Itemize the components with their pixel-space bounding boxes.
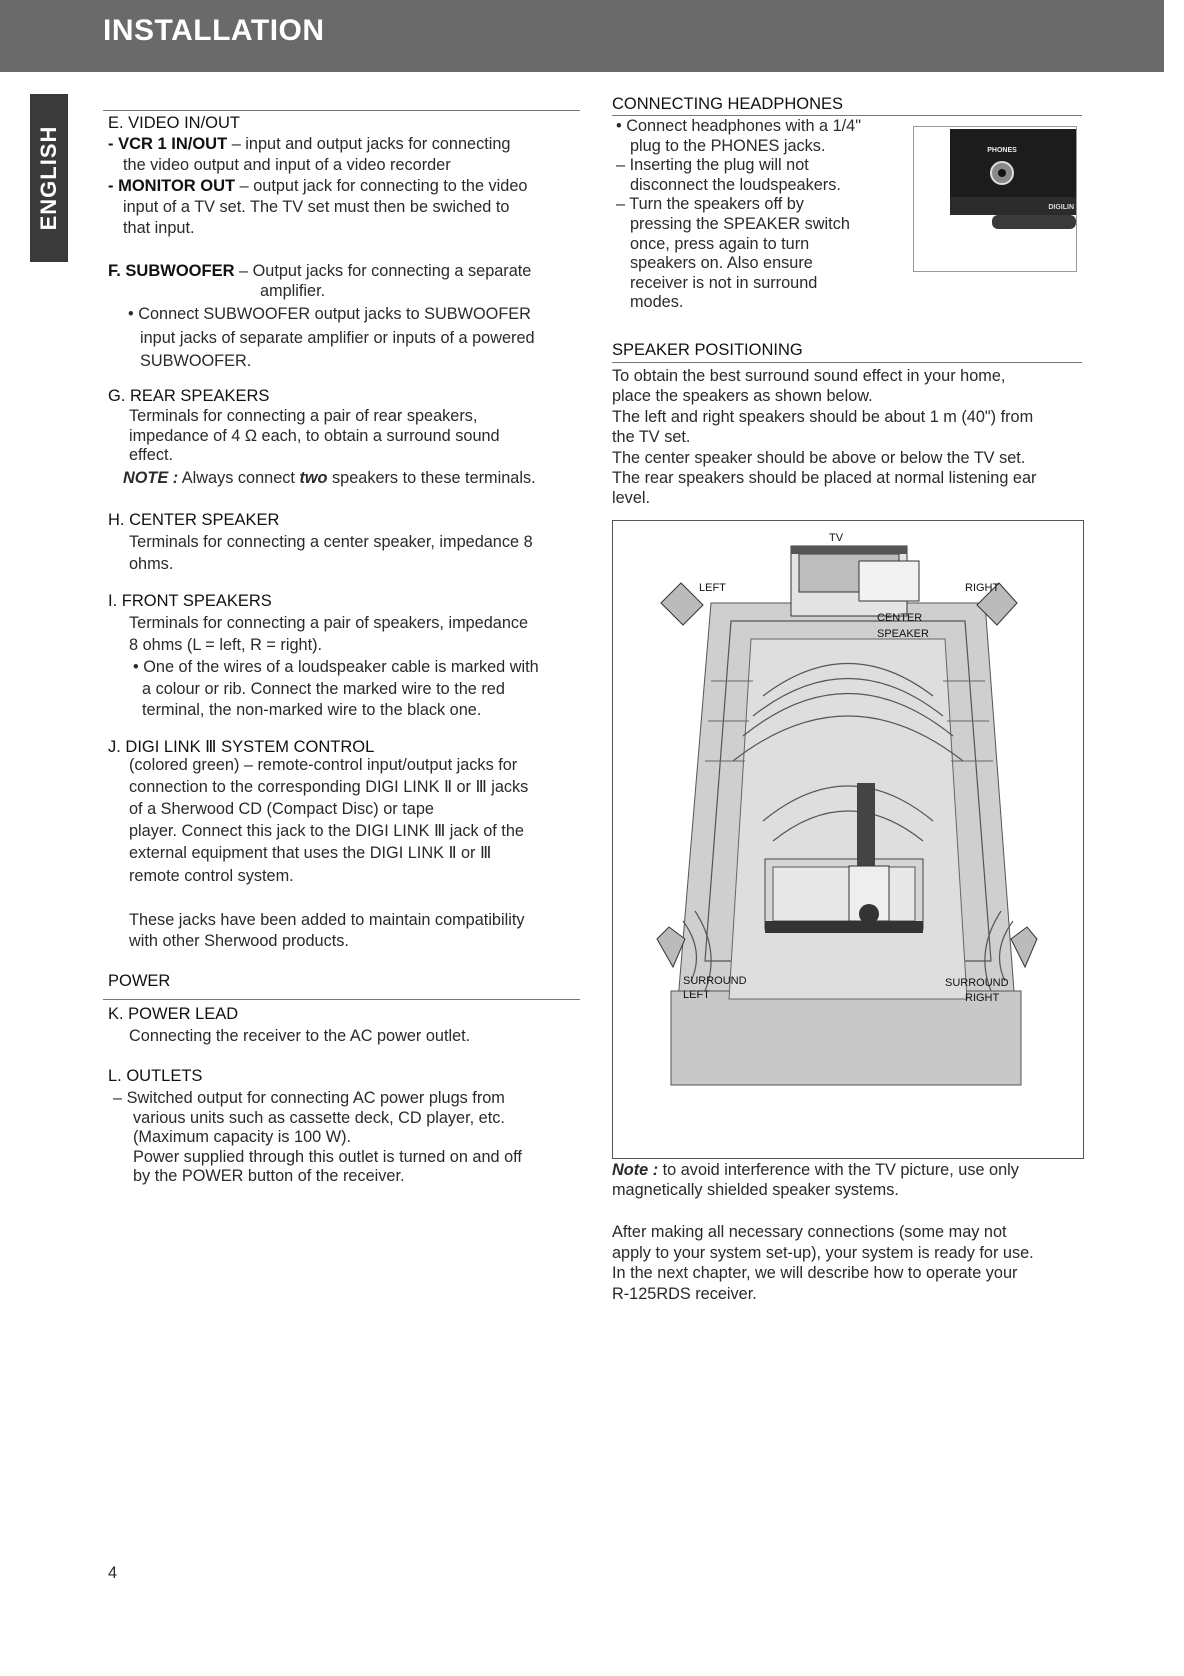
- phones-panel-graphic: [914, 127, 1076, 271]
- headphones-line: plug to the PHONES jacks.: [630, 136, 826, 155]
- monitor-text: – output jack for connecting to the video: [235, 177, 528, 195]
- positioning-heading: SPEAKER POSITIONING: [612, 341, 803, 359]
- section-l-line1: – Switched output for connecting AC power plugs from: [113, 1089, 505, 1107]
- section-g-heading: G. REAR SPEAKERS: [108, 387, 270, 405]
- headphones-line: disconnect the loudspeakers.: [630, 175, 841, 194]
- section-k-heading: K. POWER LEAD: [108, 1005, 239, 1023]
- section-f-line2: amplifier.: [260, 282, 326, 300]
- section-j-line5: external equipment that uses the DIGI LINK Ⅱ or Ⅲ: [129, 844, 492, 862]
- section-j-line6: remote control system.: [129, 867, 294, 885]
- positioning-rule: [612, 362, 1082, 363]
- section-power-rule: [103, 999, 580, 1000]
- section-l-line3: (Maximum capacity is 100 W).: [133, 1128, 352, 1146]
- section-e-monitor-line3: that input.: [123, 219, 195, 237]
- section-h-heading: H. CENTER SPEAKER: [108, 511, 280, 529]
- interference-note-line1: [612, 1160, 1019, 1180]
- closing-line: After making all necessary connections (some may not: [612, 1223, 1007, 1241]
- speaker-diagram-frame: [612, 520, 1084, 1159]
- section-e-vcr-line2: the video output and input of a video recorder: [123, 156, 451, 174]
- vcr-text: – input and output jacks for connecting: [227, 135, 511, 153]
- headphones-line: speakers on. Also ensure: [630, 254, 813, 273]
- positioning-line: The left and right speakers should be about 1 m (40") from: [612, 407, 1034, 426]
- section-j-line2: connection to the corresponding DIGI LINK Ⅱ or Ⅲ jacks: [129, 778, 529, 796]
- section-i-bullet1: • One of the wires of a loudspeaker cable is marked with: [133, 658, 539, 676]
- section-k-line1: Connecting the receiver to the AC power outlet.: [129, 1027, 471, 1045]
- section-g-note: [123, 468, 536, 488]
- note-emphasis: two: [299, 469, 328, 487]
- section-l-line4: Power supplied through this outlet is turned on and off: [133, 1148, 522, 1166]
- section-g-line3: effect.: [129, 446, 174, 464]
- section-e-rule: [103, 110, 580, 111]
- positioning-line: place the speakers as shown below.: [612, 387, 873, 406]
- section-i-heading: I. FRONT SPEAKERS: [108, 592, 272, 610]
- section-j-line4: player. Connect this jack to the DIGI LINK Ⅲ jack of the: [129, 822, 524, 840]
- section-e-monitor-line2: input of a TV set. The TV set must then be swiched to: [123, 198, 510, 216]
- label-tv: TV: [829, 532, 844, 544]
- label-center-2: SPEAKER: [877, 628, 929, 640]
- section-e-heading: E. VIDEO IN/OUT: [108, 114, 241, 132]
- headphones-line: – Inserting the plug will not: [616, 156, 809, 175]
- headphones-line: • Connect headphones with a 1/4": [616, 117, 862, 135]
- section-f-bullet3: SUBWOOFER.: [140, 352, 252, 370]
- section-f-line1: [108, 261, 531, 281]
- interference-note-label: Note :: [612, 1161, 659, 1179]
- label-left: LEFT: [699, 582, 726, 594]
- closing-paragraph: [612, 1222, 1034, 1304]
- interference-note-line2: magnetically shielded speaker systems.: [612, 1181, 899, 1199]
- headphones-line: receiver is not in surround: [630, 273, 818, 292]
- panel-brand-text: DIGILIN: [1048, 204, 1074, 211]
- label-center-1: CENTER: [877, 612, 923, 624]
- closing-line: apply to your system set-up), your system is ready for use.: [612, 1243, 1034, 1262]
- label-surround-left-1: SURROUND: [683, 975, 747, 987]
- section-j-line3: of a Sherwood CD (Compact Disc) or tape: [129, 800, 434, 818]
- section-l-line2: various units such as cassette deck, CD player, etc.: [133, 1109, 505, 1127]
- positioning-line: The center speaker should be above or below the TV set.: [612, 448, 1026, 467]
- section-g-line2: impedance of 4 Ω each, to obtain a surround sound: [129, 427, 500, 445]
- positioning-text: [612, 366, 1036, 509]
- closing-line: R-125RDS receiver.: [612, 1284, 757, 1303]
- section-j-line1: (colored green) – remote-control input/output jacks for: [129, 756, 518, 774]
- headphones-heading: CONNECTING HEADPHONES: [612, 95, 844, 113]
- phones-panel-label: PHONES: [987, 147, 1017, 154]
- language-tab: [30, 94, 68, 262]
- section-j-compat-line2: with other Sherwood products.: [129, 932, 349, 950]
- label-surround-left-2: LEFT: [683, 989, 710, 1001]
- headphones-rule: [612, 115, 1082, 116]
- page-number: 4: [108, 1564, 118, 1582]
- section-e-monitor-line: [108, 176, 527, 196]
- label-surround-right-2: RIGHT: [965, 992, 1000, 1004]
- subwoofer-term: F. SUBWOOFER: [108, 262, 235, 280]
- page-title: INSTALLATION: [103, 14, 325, 47]
- section-j-compat-line1: These jacks have been added to maintain compatibility: [129, 911, 525, 929]
- section-g-line1: Terminals for connecting a pair of rear speakers,: [129, 407, 478, 425]
- headphones-line: pressing the SPEAKER switch: [630, 214, 850, 233]
- section-f-bullet1: • Connect SUBWOOFER output jacks to SUBWOOFER: [128, 305, 531, 323]
- subwoofer-text: – Output jacks for connecting a separate: [234, 262, 532, 280]
- phones-jack-illustration: [913, 126, 1077, 272]
- note-pre: Always connect: [178, 469, 300, 487]
- headphones-line: – Turn the speakers off by: [616, 195, 804, 214]
- interference-note-text: to avoid interference with the TV picture, use only: [658, 1161, 1019, 1179]
- positioning-line: the TV set.: [612, 428, 691, 447]
- section-h-line1: Terminals for connecting a center speaker, impedance 8: [129, 533, 533, 551]
- section-e-vcr-line: [108, 134, 511, 154]
- section-l-line5: by the POWER button of the receiver.: [133, 1167, 405, 1185]
- closing-line: In the next chapter, we will describe how to operate your: [612, 1264, 1018, 1283]
- section-j-heading: J. DIGI LINK Ⅲ SYSTEM CONTROL: [108, 738, 375, 756]
- monitor-term: - MONITOR OUT: [108, 177, 236, 195]
- headphones-text: [616, 117, 861, 313]
- language-tab-label: ENGLISH: [36, 125, 61, 231]
- section-i-line2: 8 ohms (L = left, R = right).: [129, 636, 323, 654]
- section-l-heading: L. OUTLETS: [108, 1067, 203, 1085]
- speaker-positioning-diagram: [613, 521, 1083, 1158]
- note-label: NOTE :: [123, 469, 179, 487]
- section-power-heading: POWER: [108, 972, 171, 990]
- section-i-bullet2: a colour or rib. Connect the marked wire to the red: [142, 680, 505, 698]
- note-post: speakers to these terminals.: [327, 469, 536, 487]
- headphones-line: once, press again to turn: [630, 234, 810, 253]
- positioning-line: The rear speakers should be placed at normal listening ear: [612, 469, 1037, 488]
- vcr-term: - VCR 1 IN/OUT: [108, 135, 228, 153]
- label-surround-right-1: SURROUND: [945, 977, 1009, 989]
- positioning-line: level.: [612, 489, 651, 508]
- section-f-bullet2: input jacks of separate amplifier or inputs of a powered: [140, 329, 535, 347]
- headphones-line: modes.: [630, 293, 684, 312]
- section-i-line1: Terminals for connecting a pair of speakers, impedance: [129, 614, 529, 632]
- positioning-line: To obtain the best surround sound effect in your home,: [612, 367, 1006, 385]
- section-h-line2: ohms.: [129, 555, 174, 573]
- section-i-bullet3: terminal, the non-marked wire to the black one.: [142, 701, 482, 719]
- label-right: RIGHT: [965, 582, 1000, 594]
